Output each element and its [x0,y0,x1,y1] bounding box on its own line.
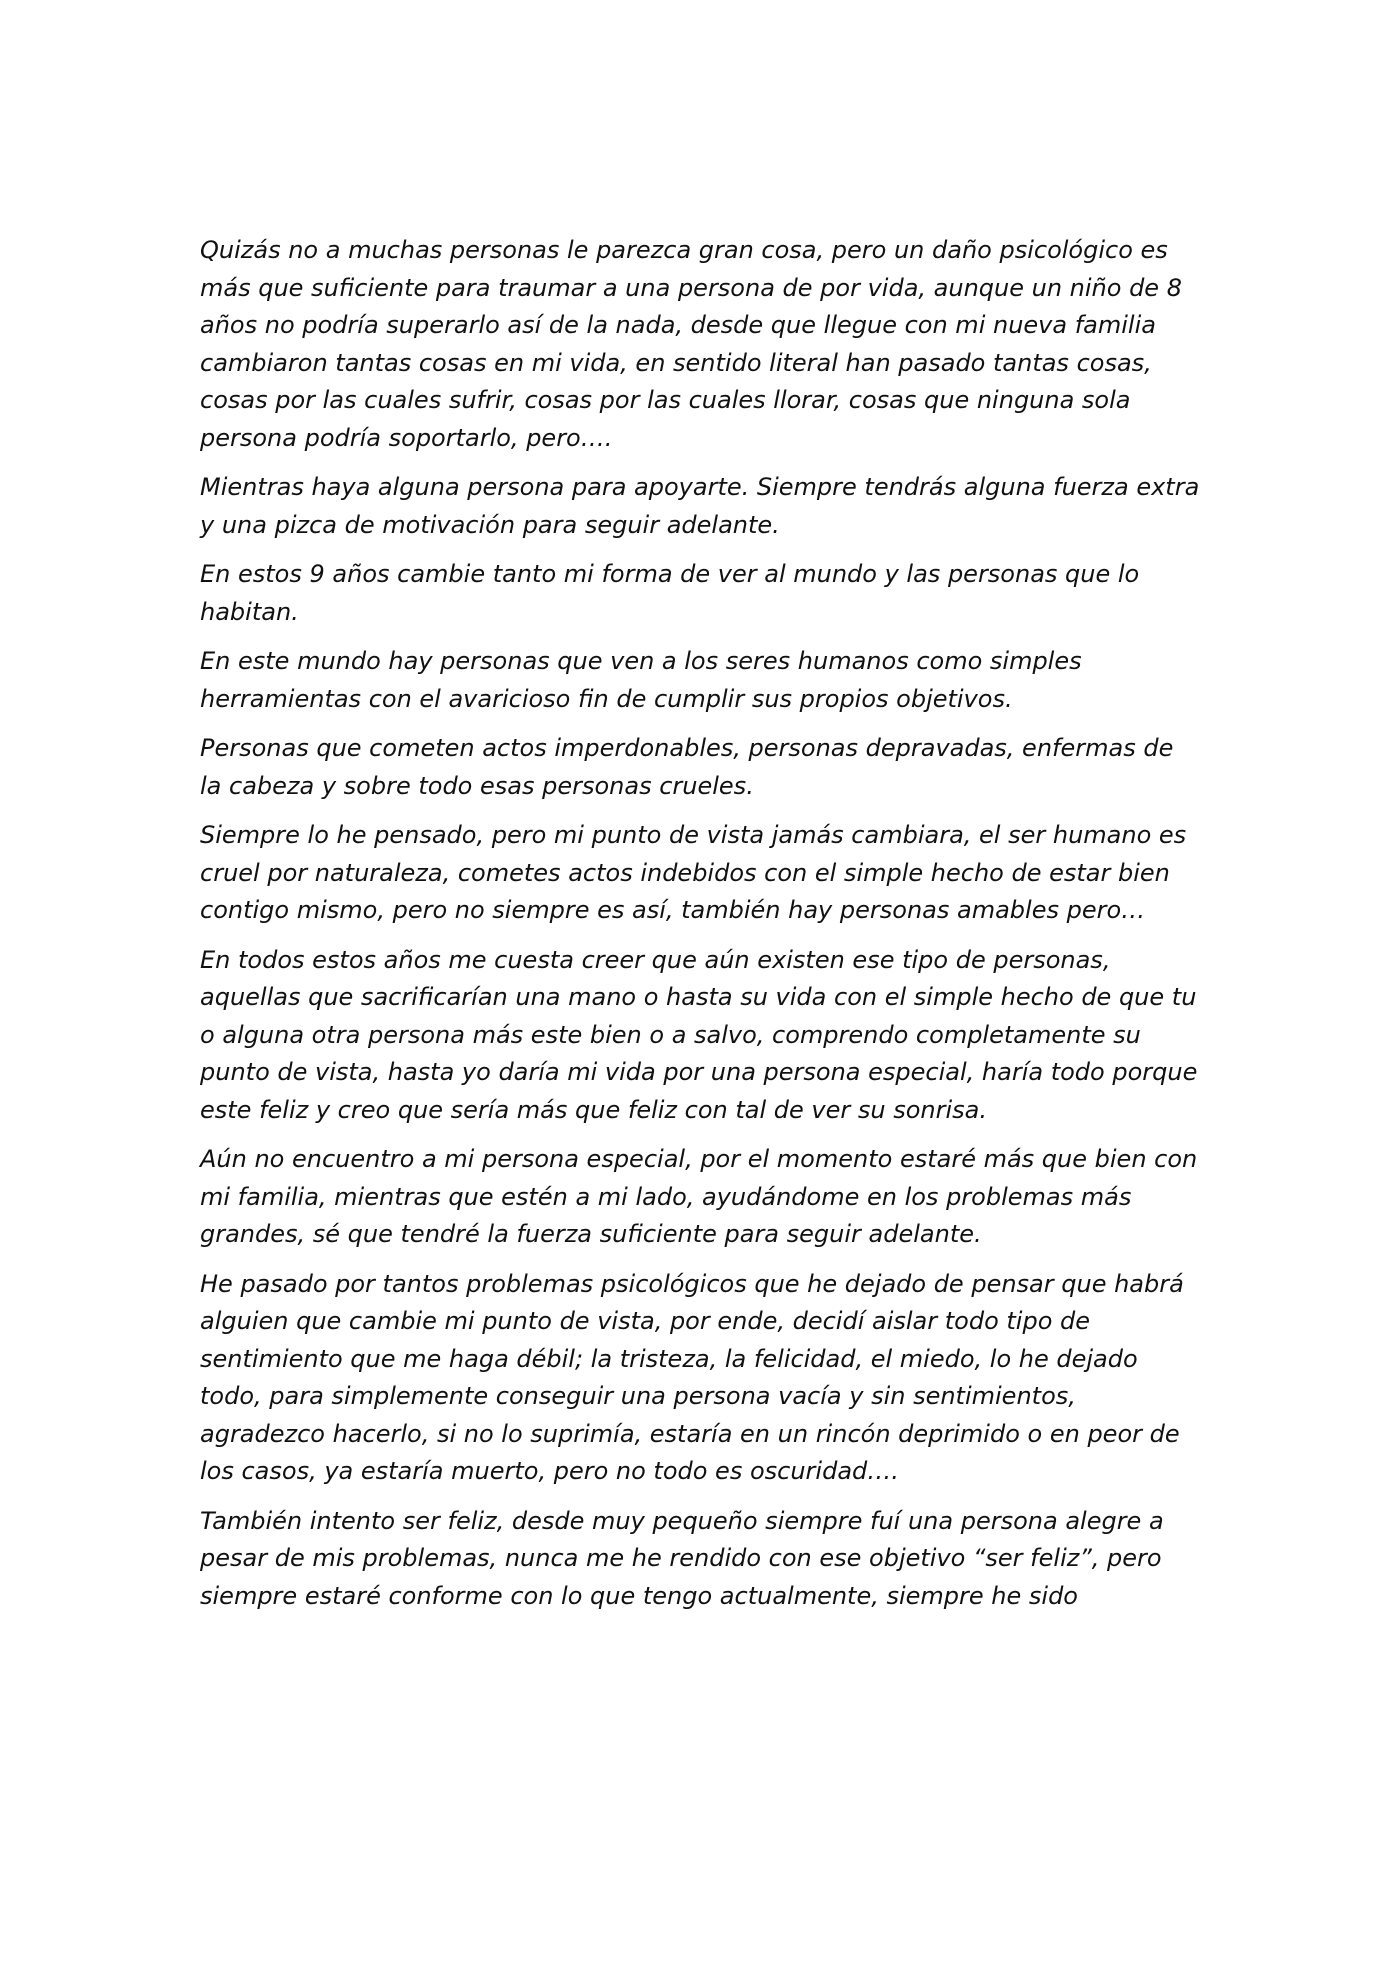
paragraph-6: Siempre lo he pensado, pero mi punto de vista jamás cambiara, el ser humano es cruel por naturaleza, cometes actos indebidos con el simple hecho de estar bien contigo mismo, pero no siempre es así, también hay personas amables pero… [200,821,1187,924]
paragraph-2: Mientras haya alguna persona para apoyarte. Siempre tendrás alguna fuerza extra y una pizca de motivación para seguir adelante. [200,473,1200,539]
paragraph-9: He pasado por tantos problemas psicológicos que he dejado de pensar que habrá alguien que cambie mi punto de vista, por ende, decidí aislar todo tipo de sentimiento que me haga débil; la tristeza, la felicidad, el miedo, lo he dejado todo, para simplemente conseguir una persona vacía y sin sentimientos, agradezco hacerlo, si no lo suprimía, estaría en un rincón deprimido o en peor de los casos, ya estaría muerto, pero no todo es oscuridad…. [200,1269,1184,1485]
paragraph-8: Aún no encuentro a mi persona especial, por el momento estaré más que bien con mi familia, mientras que estén a mi lado, ayudándome en los problemas más grandes, sé que tendré la fuerza suficiente para seguir adelante. [200,1145,1198,1248]
paragraph-7: En todos estos años me cuesta creer que aún existen ese tipo de personas, aquellas que sacrificarían una mano o hasta su vida con el simple hecho de que tu o alguna otra persona más este bien o a salvo, comprendo completamente su punto de vista, hasta yo daría mi vida por una persona especial, haría todo porque este feliz y creo que sería más que feliz con tal de ver su sonrisa. [200,945,1198,1124]
paragraph-3: En estos 9 años cambie tanto mi forma de ver al mundo y las personas que lo habitan. [200,560,1140,626]
paragraph-10: También intento ser feliz, desde muy pequeño siempre fuí una persona alegre a pesar de mis problemas, nunca me he rendido con ese objetivo “ser feliz”, pero siempre estaré conforme con lo que tengo actualmente, siempre he sido [200,1506,1164,1610]
body-text [200,232,1200,1627]
paragraph-1: Quizás no a muchas personas le parezca gran cosa, pero un daño psicológico es más que suficiente para traumar a una persona de por vida, aunque un niño de 8 años no podría superarlo así de la nada, desde que llegue con mi nueva familia cambiaron tantas cosas en mi vida, en sentido literal han pasado tantas cosas, cosas por las cuales sufrir, cosas por las cuales llorar, cosas que ninguna sola persona podría soportarlo, pero…. [200,236,1182,452]
paragraph-5: Personas que cometen actos imperdonables, personas depravadas, enfermas de la cabeza y sobre todo esas personas crueles. [200,734,1174,800]
paragraph-4: En este mundo hay personas que ven a los seres humanos como simples herramientas con el avaricioso fin de cumplir sus propios objetivos. [200,647,1082,713]
